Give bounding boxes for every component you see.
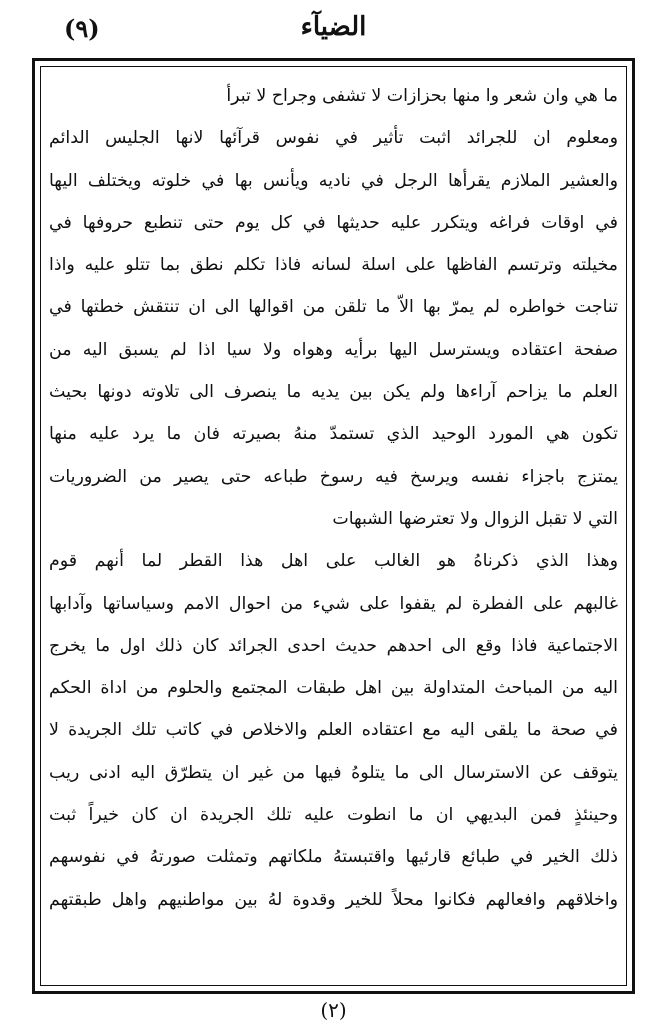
text-line: يتوقف عن الاسترسال الى ما يتلوهُ فيها من غير ان يتطرّق اليه ادنى ريب [49,762,618,783]
signature-mark: (٢) [320,998,347,1022]
text-line: صفحة اعتقاده ويسترسل اليها برأيه وهواه ولا سيا اذا لم يسبق اليه من [49,339,618,360]
text-line: ذلك الخير في طبائع قارئيها واقتبستهُ ملكاتهم وتمثلت صورتهُ في نفوسهم [49,847,618,868]
page-number: (٩) [64,14,100,43]
text-line: في صحة ما يلقى اليه مع اعتقاده العلم والاخلاص في كاتب تلك الجريدة لا [49,720,618,741]
text-line: وحينئذٍ فمن البديهي ان ما انطوت عليه تلك الجريدة ان كان خيراً ثبت [49,805,618,826]
text-line: التي لا تقبل الزوال ولا تعترضها الشبهات [332,508,618,529]
text-line: واخلاقهم وافعالهم فكانوا محلاً للخير وقدوة لهُ بين مواطنيهم واهل طبقتهم [49,889,618,910]
text-line: تكون هي المورد الوحيد الذي تستمدّ منهُ بصيرته فان ما يرد عليه منها [49,424,618,445]
text-line: ما هي وان شعر وا منها بحزازات لا تشفى وجراح لا تبرأ [226,86,618,106]
running-title: الضيآء [300,12,367,42]
body-text [49,75,618,981]
text-line: الاجتماعية فاذا وقع الى احدهم حديث احدى الجرائد كان ذلك اول ما يخرج [49,635,618,656]
text-line: العلم ما يزاحم آراءها ولم يكن بين يديه ما ينصرف الى تلاوته دونها بحيث [49,382,618,403]
page-frame [32,58,635,994]
text-line: تناجت خواطره لم يمرّ بها الاّ ما تلقن من اقوالها الى ان تنتقش خطتها في [49,297,618,318]
text-line: والعشير الملازم يقرأها الرجل في ناديه ويأنس بها في خلوته ويختلف اليها [49,170,618,191]
text-line: مخيلته وترتسم الفاظها على اسلة لسانه فاذا تكلم نطق بما تتلو عليه واذا [49,255,618,276]
text-line: وهذا الذي ذكرناهُ هو الغالب على اهل هذا القطر لما أنهم قوم [49,551,618,572]
text-line: اليه من المباحث المتداولة بين اهل طبقات المجتمع والحلوم من اداة الحكم [49,678,618,699]
page-header [40,8,627,52]
text-line: في اوقات فراغه ويتكرر عليه حديثها في كل يوم حتى تنطبع حروفها في [49,212,618,233]
text-line: غالبهم على الفطرة لم يقفوا على شيء من احوال الامم وسياساتها وآدابها [49,593,618,614]
text-line: ومعلوم ان للجرائد اثبت تأثير في نفوس قرآئها لانها الجليس الدائم [49,128,618,149]
text-line: يمتزج باجزاء نفسه ويرسخ فيه رسوخ طباعه حتى يصير من الضروريات [49,466,618,487]
